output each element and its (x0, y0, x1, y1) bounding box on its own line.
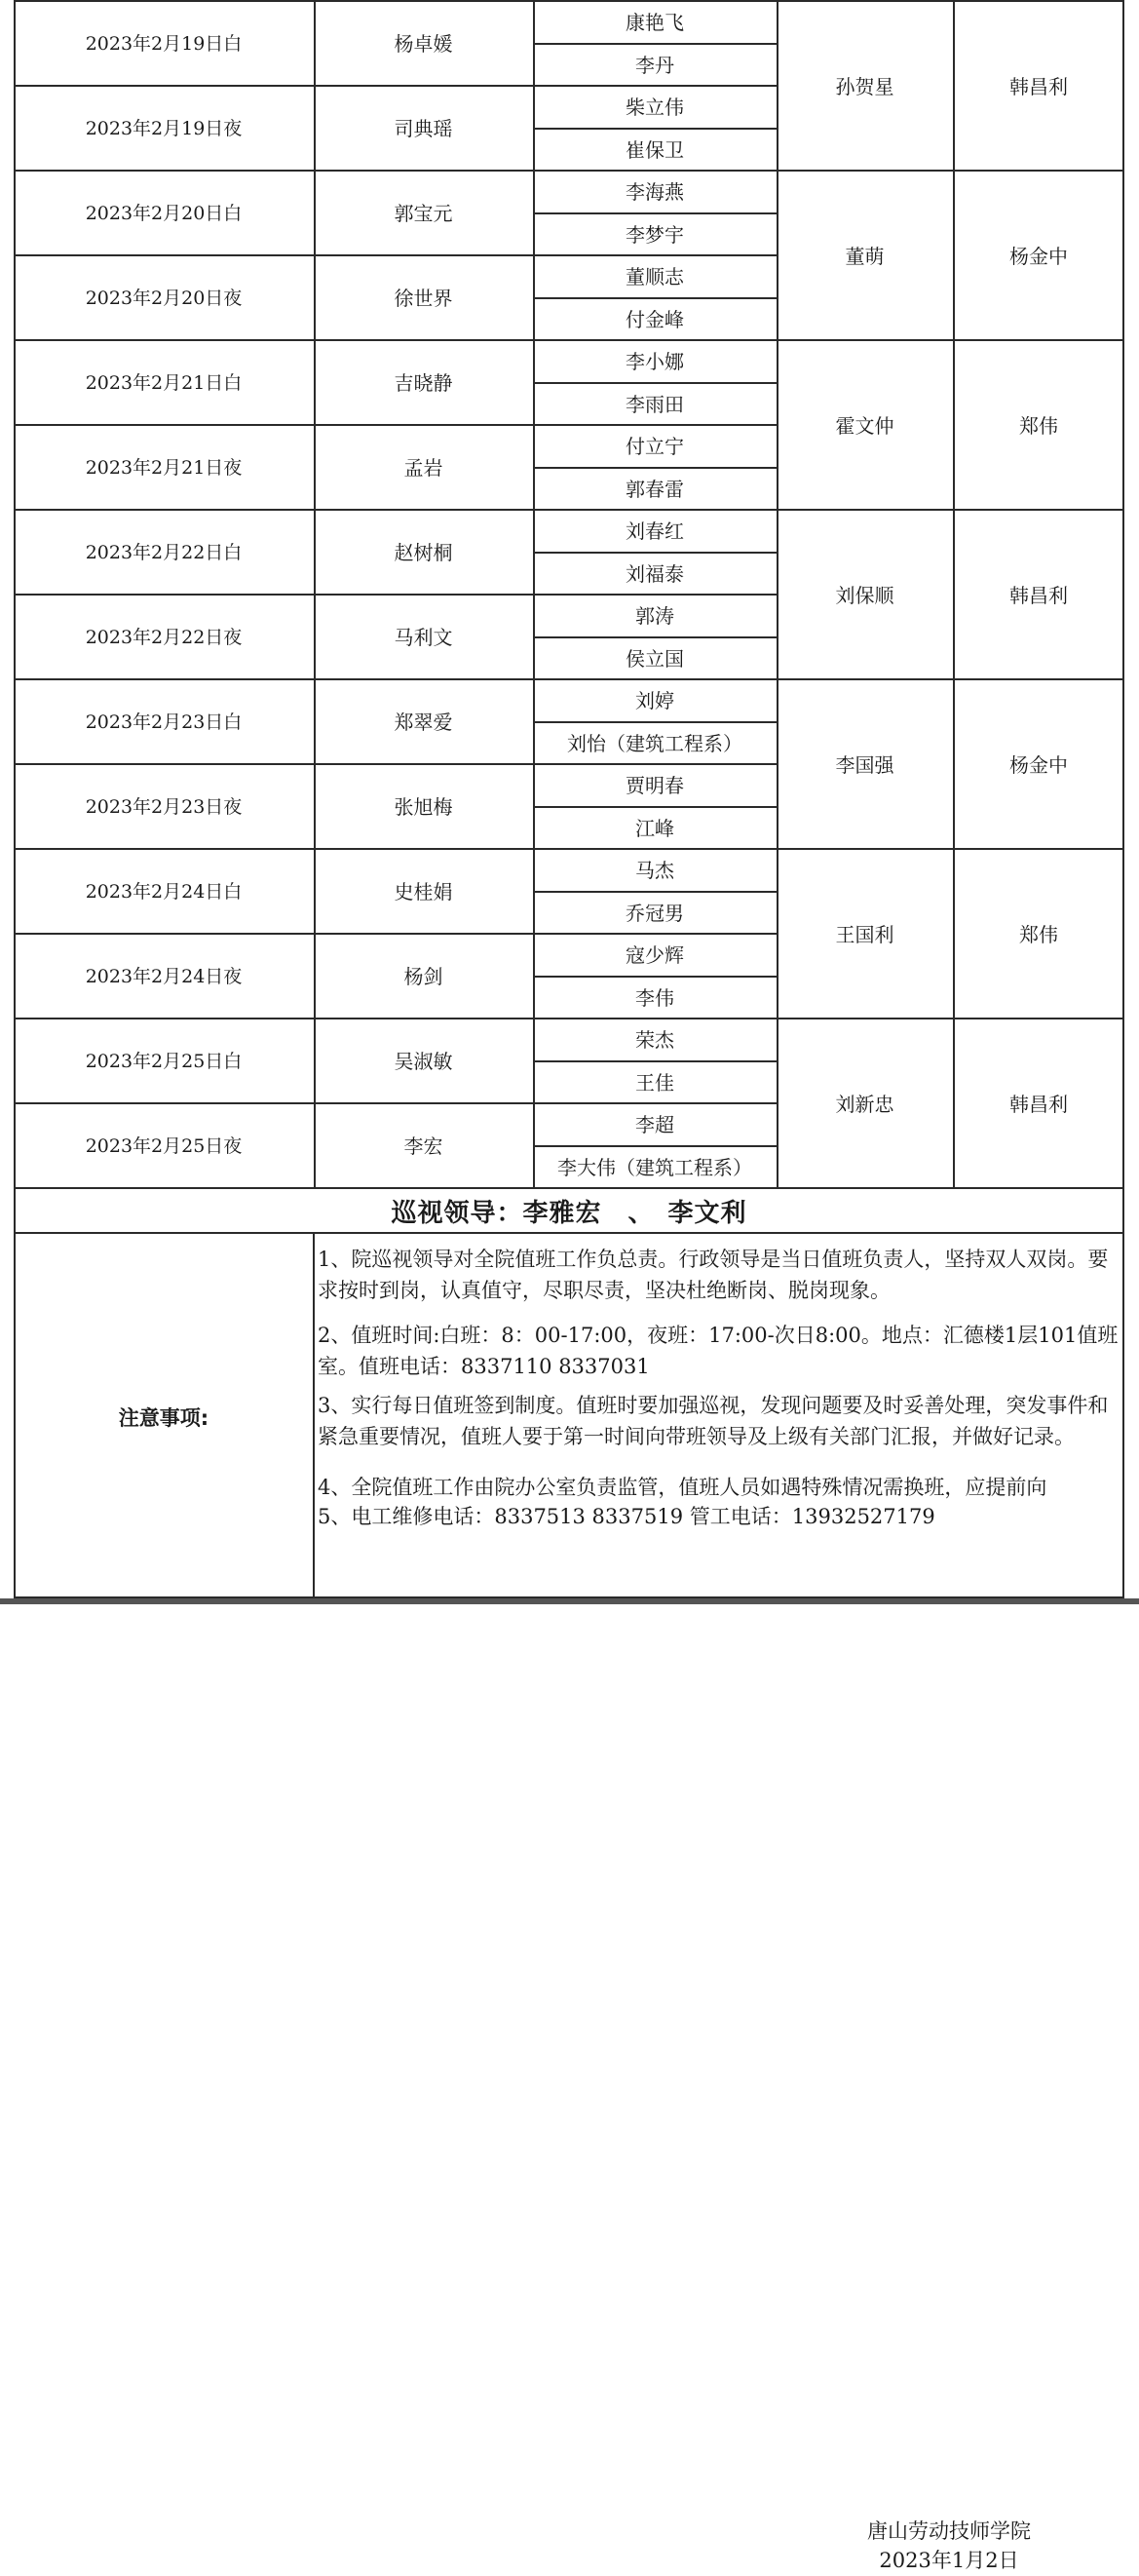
note-item-4: 4、全院值班工作由院办公室负责监管，值班人员如遇特殊情况需换班，应提前向 (318, 1476, 1047, 1499)
patrol-leaders: 巡视领导：李雅宏 、 李文利 (391, 1198, 747, 1228)
admin-on-duty-cell: 郑翠爱 (394, 711, 453, 734)
note-item-3: 3、实行每日值班签到制度。值班时要加强巡视，发现问题要及时妥善处理，突发事件和紧急重要情况，值班人要于第一时间向带班领导及上级有关部门汇报，并做好记录。 (318, 1394, 1109, 1448)
admin-on-duty-cell: 史桂娟 (394, 880, 453, 904)
supervisor-cell: 韩昌利 (1009, 74, 1068, 98)
row-rule (14, 85, 777, 87)
admin-on-duty-cell: 徐世界 (394, 287, 453, 310)
staff-on-duty-cell: 荣杰 (635, 1028, 674, 1053)
staff-on-duty-cell: 李海燕 (626, 180, 684, 205)
staff-on-duty-cell: 崔保卫 (626, 137, 684, 162)
notes-content (316, 1236, 1122, 2572)
shift-date-cell: 2023年2月21日白 (85, 372, 243, 394)
row-rule (14, 1018, 1124, 1019)
admin-on-duty-cell: 张旭梅 (394, 795, 453, 819)
shift-date-cell: 2023年2月22日白 (85, 542, 243, 563)
row-rule (533, 467, 777, 469)
column-rule (777, 0, 778, 1187)
row-rule (14, 170, 1124, 172)
staff-on-duty-cell: 刘春红 (626, 519, 684, 544)
shift-date-cell: 2023年2月24日夜 (85, 966, 243, 987)
staff-on-duty-cell: 康艳飞 (626, 11, 684, 35)
staff-on-duty-cell: 李超 (635, 1113, 674, 1137)
rule-patrol-top (14, 1187, 1124, 1189)
staff-on-duty-cell: 李雨田 (626, 392, 684, 416)
shift-date-cell: 2023年2月23日白 (85, 711, 243, 733)
leader-cell: 董萌 (845, 244, 885, 268)
shift-date-cell: 2023年2月19日夜 (85, 118, 243, 139)
row-rule (14, 678, 1124, 680)
row-rule (14, 594, 777, 596)
staff-on-duty-cell: 贾明春 (626, 774, 684, 798)
shift-date-cell: 2023年2月21日夜 (85, 457, 243, 479)
page-edge (0, 1598, 1139, 1604)
row-rule (533, 43, 777, 45)
staff-on-duty-cell: 乔冠男 (626, 901, 684, 925)
rule-right-lower (1122, 1187, 1124, 1598)
shift-date-cell: 2023年2月25日白 (85, 1051, 243, 1072)
row-rule (533, 212, 777, 214)
admin-on-duty-cell: 马利文 (394, 626, 453, 649)
column-rule (533, 0, 535, 1187)
rule-notes-top (14, 1232, 1124, 1234)
shift-date-cell: 2023年2月19日白 (85, 33, 243, 55)
staff-on-duty-cell: 付立宁 (626, 435, 684, 459)
staff-on-duty-cell: 刘福泰 (626, 561, 684, 586)
row-rule (533, 1060, 777, 1062)
staff-on-duty-cell: 李梦宇 (626, 222, 684, 247)
row-rule (14, 1102, 777, 1104)
staff-on-duty-cell: 李大伟（建筑工程系） (557, 1155, 752, 1179)
note-item-1: 1、院巡视领导对全院值班工作负总责。行政领导是当日值班负责人，坚持双人双岗。要求按时到岗，认真值守，尽职尽责，坚决杜绝断岗、脱岗现象。 (318, 1248, 1109, 1302)
note-item-5: 5、电工维修电话：8337513 8337519 管工电话：13932527179 (318, 1505, 935, 1528)
column-rule (1122, 0, 1124, 1187)
row-rule (14, 424, 777, 426)
admin-on-duty-cell: 司典瑶 (394, 117, 453, 140)
admin-on-duty-cell: 孟岩 (403, 456, 443, 480)
row-rule (533, 382, 777, 384)
row-rule (533, 806, 777, 808)
staff-on-duty-cell: 柴立伟 (626, 96, 684, 120)
staff-on-duty-cell: 侯立国 (626, 646, 684, 671)
supervisor-cell: 杨金中 (1009, 244, 1068, 268)
leader-cell: 李国强 (835, 752, 894, 777)
leader-cell: 王国利 (835, 922, 894, 946)
supervisor-cell: 郑伟 (1019, 413, 1058, 438)
row-rule (533, 297, 777, 299)
row-rule (533, 636, 777, 638)
supervisor-cell: 韩昌利 (1009, 1092, 1068, 1116)
staff-on-duty-cell: 李小娜 (626, 350, 684, 374)
shift-date-cell: 2023年2月24日白 (85, 881, 243, 903)
staff-on-duty-cell: 江峰 (635, 816, 674, 840)
row-rule (14, 933, 777, 935)
admin-on-duty-cell: 吴淑敏 (394, 1050, 453, 1073)
admin-on-duty-cell: 吉晓静 (394, 371, 453, 395)
leader-cell: 刘保顺 (835, 583, 894, 607)
supervisor-cell: 韩昌利 (1009, 583, 1068, 607)
row-rule (14, 254, 777, 256)
staff-on-duty-cell: 王佳 (635, 1070, 674, 1095)
rule-notes-divider (313, 1232, 315, 1598)
note-item-2: 2、值班时间:白班：8：00-17:00，夜班：17:00-次日8:00。地点：汇德楼1层101值班室。值班电话：8337110 8337031 (318, 1324, 1119, 1378)
shift-date-cell: 2023年2月25日夜 (85, 1135, 243, 1157)
row-rule (533, 128, 777, 130)
row-rule (14, 0, 1124, 2)
row-rule (533, 1145, 777, 1147)
column-rule (953, 0, 955, 1187)
rule-left-lower (14, 1187, 16, 1598)
supervisor-cell: 杨金中 (1009, 752, 1068, 777)
staff-on-duty-cell: 刘婷 (635, 689, 674, 713)
admin-on-duty-cell: 杨剑 (403, 965, 443, 988)
row-rule (533, 891, 777, 893)
staff-on-duty-cell: 刘怡（建筑工程系） (567, 731, 742, 755)
supervisor-cell: 郑伟 (1019, 922, 1058, 946)
shift-date-cell: 2023年2月20日夜 (85, 288, 243, 309)
leader-cell: 孙贺星 (835, 74, 894, 98)
staff-on-duty-cell: 董顺志 (626, 265, 684, 289)
staff-on-duty-cell: 李丹 (635, 53, 674, 77)
row-rule (533, 976, 777, 978)
staff-on-duty-cell: 寇少辉 (626, 943, 684, 968)
shift-date-cell: 2023年2月20日白 (85, 203, 243, 224)
row-rule (14, 763, 777, 765)
staff-on-duty-cell: 付金峰 (626, 307, 684, 331)
staff-on-duty-cell: 郭春雷 (626, 477, 684, 501)
shift-date-cell: 2023年2月23日夜 (85, 796, 243, 818)
row-rule (14, 339, 1124, 341)
column-rule (314, 0, 316, 1187)
row-rule (14, 848, 1124, 850)
admin-on-duty-cell: 郭宝元 (394, 202, 453, 225)
leader-cell: 刘新忠 (835, 1092, 894, 1116)
signature-date: 2023年1月2日 (879, 2549, 1019, 2572)
column-rule (14, 0, 16, 1187)
admin-on-duty-cell: 杨卓媛 (394, 32, 453, 56)
staff-on-duty-cell: 李伟 (635, 985, 674, 1010)
staff-on-duty-cell: 马杰 (635, 859, 674, 883)
admin-on-duty-cell: 赵树桐 (394, 541, 453, 564)
row-rule (14, 509, 1124, 511)
row-rule (533, 552, 777, 554)
admin-on-duty-cell: 李宏 (403, 1134, 443, 1158)
staff-on-duty-cell: 郭涛 (635, 604, 674, 629)
notes-label: 注意事项: (118, 1405, 209, 1430)
leader-cell: 霍文仲 (835, 413, 894, 438)
row-rule (533, 721, 777, 723)
signature-organization: 唐山劳动技师学院 (867, 2519, 1031, 2543)
duty-schedule-sheet (14, 0, 1124, 2572)
shift-date-cell: 2023年2月22日夜 (85, 627, 243, 648)
